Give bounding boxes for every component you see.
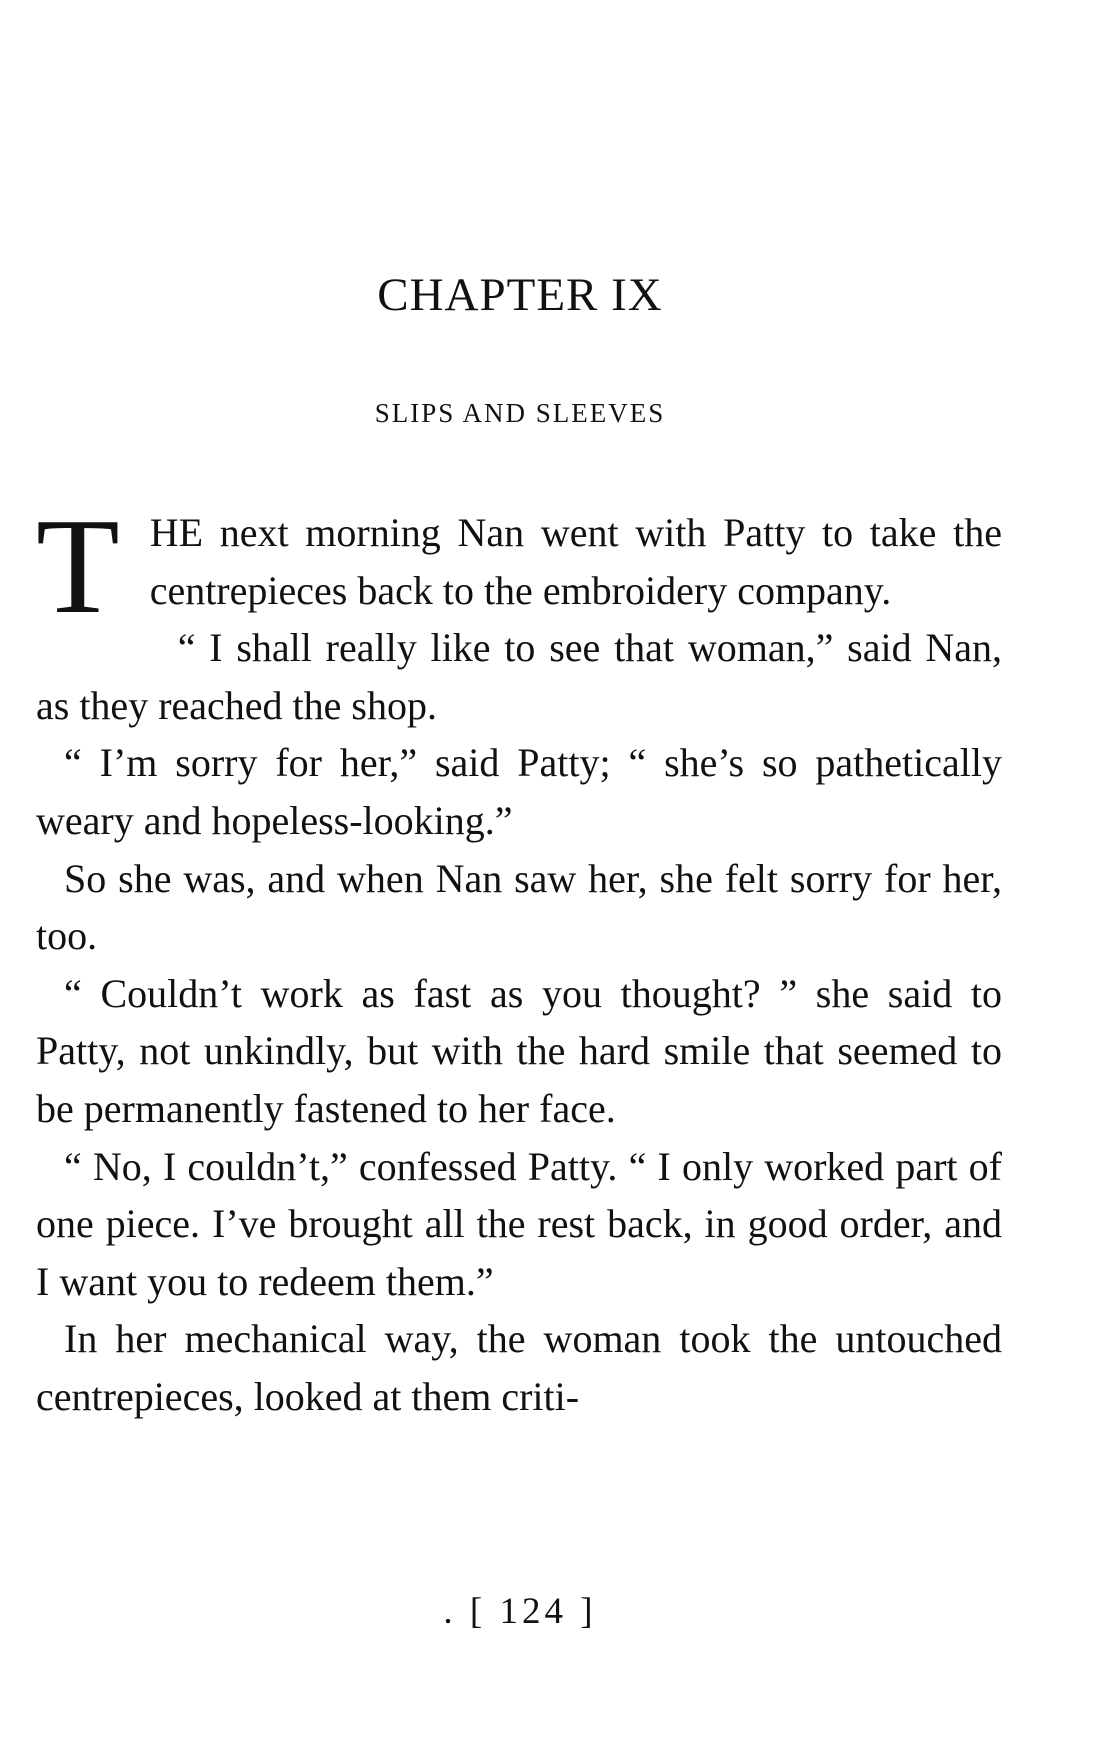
chapter-subtitle: SLIPS AND SLEEVES <box>374 398 666 428</box>
paragraph: “ Couldn’t work as fast as you thought? ” she said to Patty, not unkindly, but with the hard smile that seemed to be permanently fastened to her face. <box>36 970 1002 1131</box>
opening-text: HE next morning Nan went with Patty to take the centrepieces back to the embroidery company. <box>149 510 1002 613</box>
paragraph: So she was, and when Nan saw her, she felt sorry for her, too. <box>36 855 1002 959</box>
opening-paragraph <box>36 490 1002 642</box>
paragraph: In her mechanical way, the woman took the untouched centrepieces, looked at them criti- <box>36 1316 1002 1419</box>
drop-cap: T <box>36 490 120 642</box>
chapter-body <box>36 490 1002 1426</box>
paragraph: “ I shall really like to see that woman,” said Nan, as they reached the shop. <box>36 625 1002 728</box>
paragraph: “ I’m sorry for her,” said Patty; “ she’s so pathetically weary and hopeless-looking.” <box>36 740 1002 843</box>
chapter-title: CHAPTER IX <box>377 269 663 321</box>
paragraph: “ No, I couldn’t,” confessed Patty. “ I only worked part of one piece. I’ve brought all the rest back, in good order, and I want you to redeem them.” <box>36 1143 1002 1304</box>
page-number: . [ 124 ] <box>443 1591 597 1632</box>
